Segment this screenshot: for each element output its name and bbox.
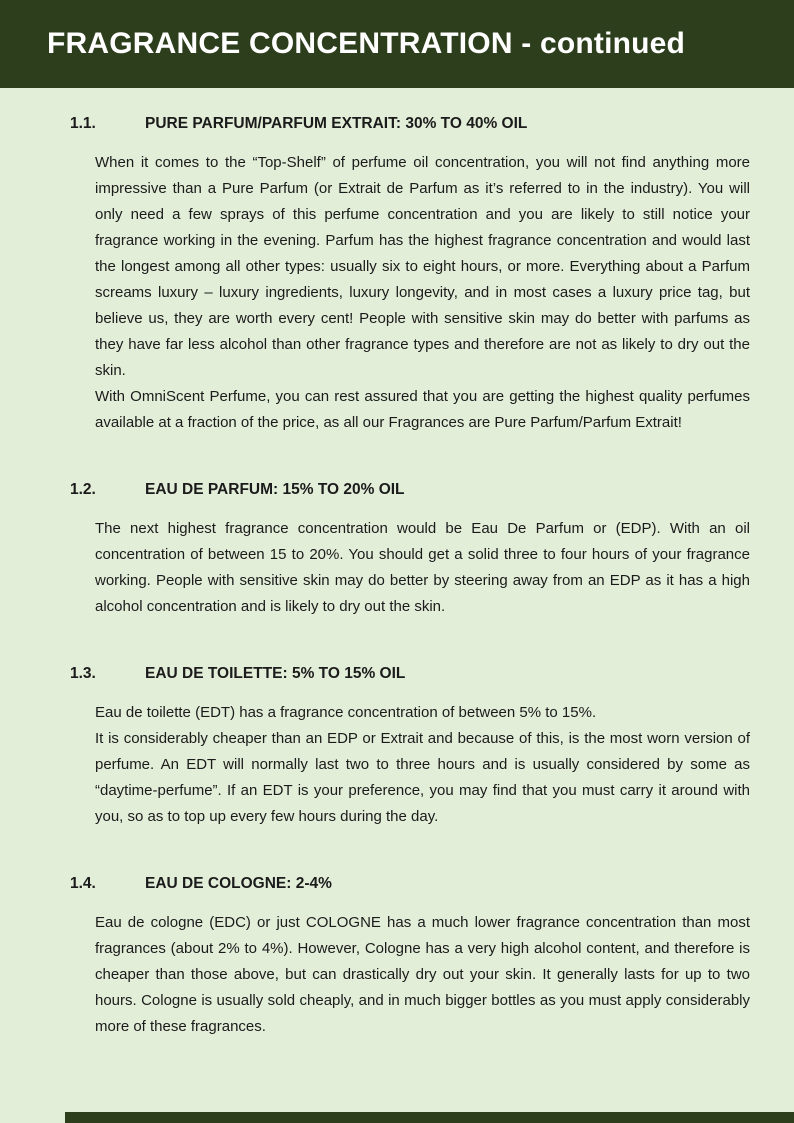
section-heading-row: [70, 480, 750, 499]
section-eau-de-parfum: [70, 480, 750, 620]
section-title: EAU DE COLOGNE: 2-4%: [145, 875, 332, 892]
section-title: PURE PARFUM/PARFUM EXTRAIT: 30% TO 40% OIL: [145, 115, 528, 132]
page-header-band: [0, 0, 794, 88]
section-eau-de-cologne: [70, 874, 750, 1040]
paragraph: The next highest fragrance concentration would be Eau De Parfum or (EDP). With an oil concentration of between 15 to 20%. You should get a solid three to four hours of your fragrance working. People with sensitive skin may do better by steering away from an EDP as it has a high alcohol concentration and is likely to dry out the skin.: [95, 520, 750, 615]
section-heading-row: [70, 114, 750, 133]
section-title: EAU DE TOILETTE: 5% TO 15% OIL: [145, 665, 406, 682]
section-paragraphs: [95, 150, 750, 436]
section-title: EAU DE PARFUM: 15% TO 20% OIL: [145, 481, 405, 498]
paragraph: Eau de cologne (EDC) or just COLOGNE has a much lower fragrance concentration than most fragrances (about 2% to 4%). However, Cologne has a very high alcohol content, and therefore is cheaper than those above, but can drastically dry out your skin. It generally lasts for up to two hours. Cologne is usually sold cheaply, and in much bigger bottles as you must apply considerably more of these fragrances.: [95, 914, 750, 1035]
paragraph: Eau de toilette (EDT) has a fragrance concentration of between 5% to 15%.: [95, 704, 597, 721]
section-paragraphs: [95, 700, 750, 830]
page-title: FRAGRANCE CONCENTRATION - continued: [47, 27, 686, 60]
next-page-header-edge: [65, 1112, 794, 1123]
section-paragraphs: [95, 910, 750, 1040]
section-paragraphs: [95, 516, 750, 620]
section-eau-de-toilette: [70, 664, 750, 830]
section-number: 1.3.: [70, 665, 96, 682]
paragraph: It is considerably cheaper than an EDP or Extrait and because of this, is the most worn version of perfume. An EDT will normally last two to three hours and is usually considered by some as “daytime-perfume”. If an EDT is your preference, you may find that you must carry it around with you, so as to top up every few hours during the day.: [95, 730, 750, 825]
section-heading-row: [70, 874, 750, 893]
document-body: [0, 88, 794, 1040]
section-pure-parfum: [70, 114, 750, 436]
section-number: 1.2.: [70, 481, 96, 498]
section-number: 1.1.: [70, 115, 96, 132]
paragraph: When it comes to the “Top-Shelf” of perfume oil concentration, you will not find anything more impressive than a Pure Parfum (or Extrait de Parfum as it’s referred to in the industry). You will only need a few sprays of this perfume concentration and you are likely to still notice your fragrance working in the evening. Parfum has the highest fragrance concentration and would last the longest among all other types: usually six to eight hours, or more. Everything about a Parfum screams luxury – luxury ingredients, luxury longevity, and in most cases a luxury price tag, but believe us, they are worth every cent! People with sensitive skin may do better with parfums as they have far less alcohol than other fragrance types and therefore are not as likely to dry out the skin.: [95, 154, 750, 379]
paragraph: With OmniScent Perfume, you can rest assured that you are getting the highest quality perfumes available at a fraction of the price, as all our Fragrances are Pure Parfum/Parfum Extrait!: [95, 388, 750, 431]
section-number: 1.4.: [70, 875, 96, 892]
section-heading-row: [70, 664, 750, 683]
